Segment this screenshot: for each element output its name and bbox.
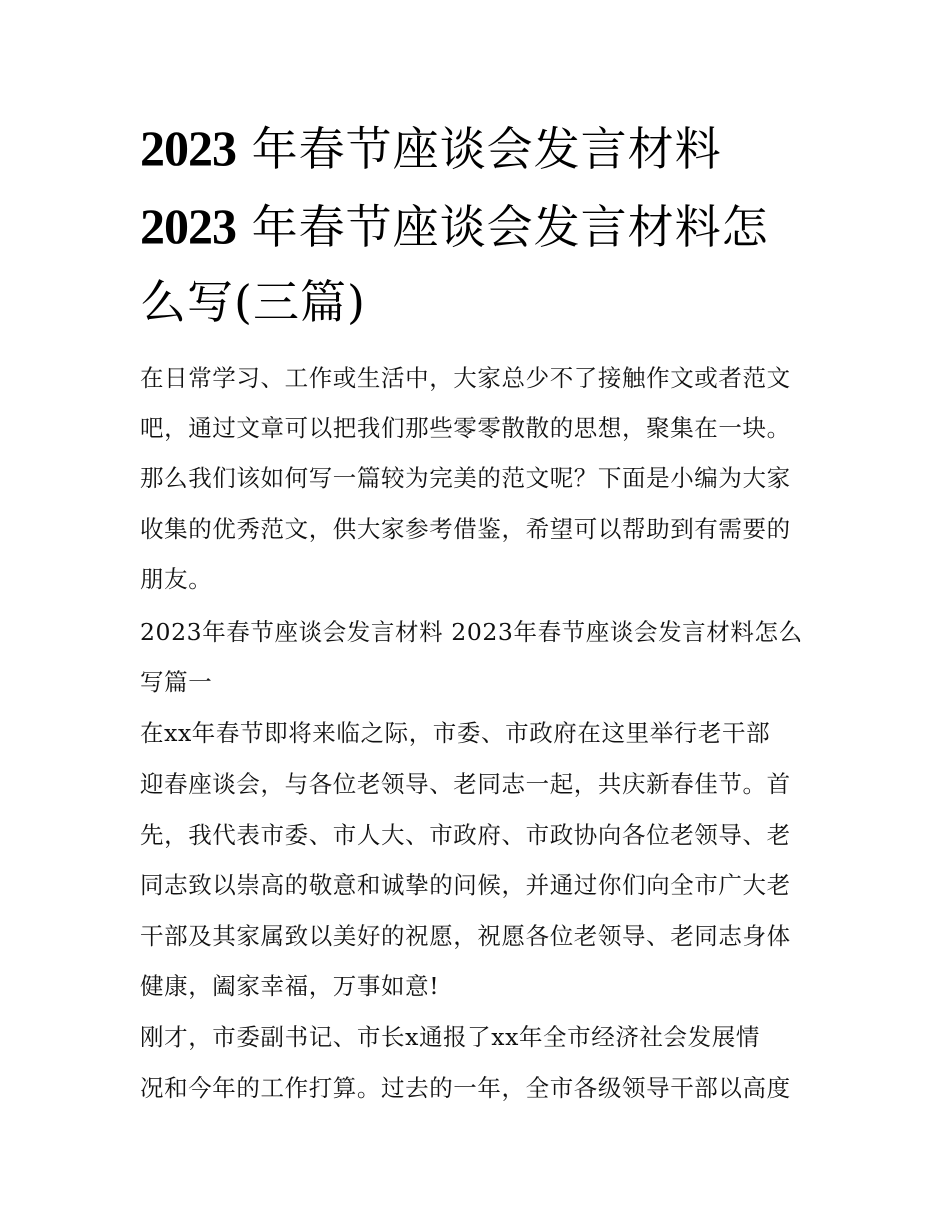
text-line: 迎春座谈会，与各位老领导、老同志一起，共庆新春佳节。首 xyxy=(140,770,791,798)
text-line: 2023年春节座谈会发言材料 2023年春节座谈会发言材料怎么 xyxy=(140,618,803,646)
text-line: 在xx年春节即将来临之际，市委、市政府在这里举行老干部 xyxy=(140,719,771,747)
title-text: 年春节座谈会发言材料 xyxy=(251,122,722,176)
text-line: 健康，阖家幸福，万事如意! xyxy=(140,972,440,1000)
text-line: 况和今年的工作打算。过去的一年，全市各级领导干部以高度 xyxy=(140,1074,791,1102)
text-line: 在日常学习、工作或生活中，大家总少不了接触作文或者范文 xyxy=(140,364,791,392)
title-line-2 xyxy=(140,196,769,257)
text-line: 刚才，市委副书记、市长x通报了xx年全市经济社会发展情 xyxy=(140,1023,760,1051)
text-line: 朋友。 xyxy=(140,565,213,593)
text-line: 收集的优秀范文，供大家参考借鉴，希望可以帮助到有需要的 xyxy=(140,515,791,543)
title-line-1 xyxy=(140,118,722,179)
text-line: 吧，通过文章可以把我们那些零零散散的思想，聚集在一块。 xyxy=(140,414,791,442)
text-line: 同志致以崇高的敬意和诚挚的问候，并通过你们向全市广大老 xyxy=(140,871,791,899)
text-line: 那么我们该如何写一篇较为完美的范文呢？下面是小编为大家 xyxy=(140,464,791,492)
title-line-3 xyxy=(140,272,366,332)
title-year: 2023 xyxy=(140,120,236,176)
text-line: 干部及其家属致以美好的祝愿，祝愿各位老领导、老同志身体 xyxy=(140,922,791,950)
text-line: 写篇一 xyxy=(140,668,213,696)
text-line: 先，我代表市委、市人大、市政府、市政协向各位老领导、老 xyxy=(140,821,791,849)
title-text: 年春节座谈会发言材料怎 xyxy=(251,200,769,254)
title-text: 么写(三篇) xyxy=(140,275,366,329)
title-year: 2023 xyxy=(140,198,236,254)
